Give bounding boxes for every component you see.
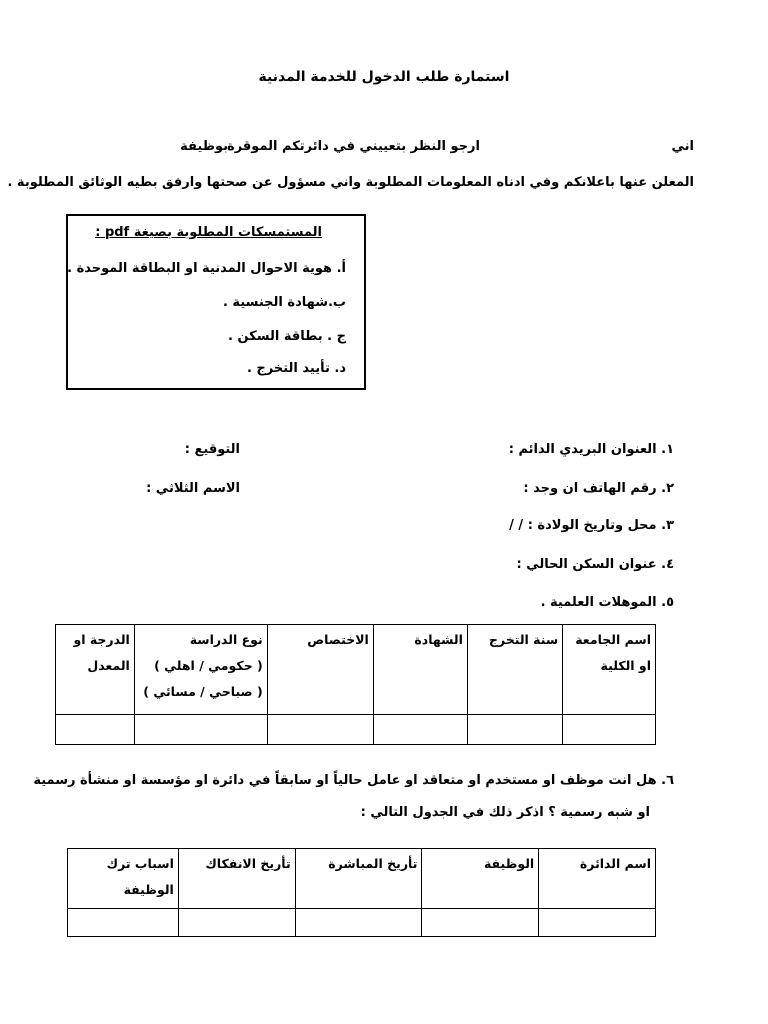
header-end-date: تأريخ الانفكاك: [178, 849, 295, 909]
table-cell[interactable]: [422, 909, 539, 937]
intro-job: بوظيفة: [180, 139, 228, 154]
question-6-line-2: او شبه رسمية ؟ اذكر ذلك في الجدول التالي :: [360, 805, 650, 820]
field-phone: ٢. رقم الهاتف ان وجد :: [523, 481, 674, 496]
documents-heading: المستمسكات المطلوبة بصيغة pdf :: [95, 225, 322, 240]
field-signature: التوقيع :: [184, 442, 240, 457]
qualifications-table: [55, 624, 656, 745]
table-cell[interactable]: [563, 715, 656, 745]
document-item: أ. هوية الاحوال المدنية او البطاقة الموحدة .: [67, 261, 346, 276]
header-certificate: الشهادة: [373, 625, 467, 715]
table-cell[interactable]: [373, 715, 467, 745]
header-start-date: تأريخ المباشرة: [295, 849, 422, 909]
field-qualifications: ٥. الموهلات العلمية .: [540, 595, 674, 610]
intro-request: ارجو النظر بتعييني في دائرتكم الموقرة: [227, 139, 480, 154]
table-cell[interactable]: [56, 715, 135, 745]
question-6-line-1: ٦. هل انت موظف او مستخدم او متعاقد او عامل حالياً او سابقاً في دائرة او مؤسسة او منشأة رسمية: [33, 773, 674, 788]
document-item: د. تأييد التخرج .: [246, 361, 346, 376]
table-cell[interactable]: [467, 715, 562, 745]
header-leaving-reasons: اسباب ترك الوظيفة: [68, 849, 179, 909]
page-title: استمارة طلب الدخول للخدمة المدنية: [258, 69, 510, 85]
required-documents-box: [66, 214, 366, 390]
table-header-row: [68, 849, 656, 909]
table-cell[interactable]: [295, 909, 422, 937]
table-cell[interactable]: [539, 909, 656, 937]
header-graduation-year: سنة التخرج: [467, 625, 562, 715]
table-cell[interactable]: [178, 909, 295, 937]
header-study-type: نوع الدراسة ( حكومي / اهلي ) ( صباحي / مسائي ): [134, 625, 267, 715]
intro-ani: اني: [671, 139, 694, 154]
table-header-row: [56, 625, 656, 715]
header-department: اسم الدائرة: [539, 849, 656, 909]
header-university: اسم الجامعة او الكلية: [563, 625, 656, 715]
field-birth: ٣. محل وتاريخ الولادة : / /: [509, 518, 674, 533]
employment-table: [67, 848, 656, 937]
header-specialization: الاختصاص: [267, 625, 373, 715]
field-full-name: الاسم الثلاثي :: [146, 481, 240, 496]
field-postal-address: ١. العنوان البريدي الدائم :: [508, 442, 674, 457]
intro-line-2: المعلن عنها باعلانكم وفي ادناه المعلومات المطلوبة واني مسؤول عن صحتها وارفق بطيه الوثائق المطلوبة .: [7, 175, 694, 190]
document-item: ب.شهادة الجنسية .: [222, 295, 346, 310]
table-cell[interactable]: [267, 715, 373, 745]
table-row: [68, 909, 656, 937]
header-job: الوظيفة: [422, 849, 539, 909]
table-cell[interactable]: [68, 909, 179, 937]
field-residence: ٤. عنوان السكن الحالي :: [516, 557, 674, 572]
document-item: ج . بطاقة السكن .: [228, 329, 346, 344]
table-cell[interactable]: [134, 715, 267, 745]
table-row: [56, 715, 656, 745]
header-grade: الدرجة او المعدل: [56, 625, 135, 715]
